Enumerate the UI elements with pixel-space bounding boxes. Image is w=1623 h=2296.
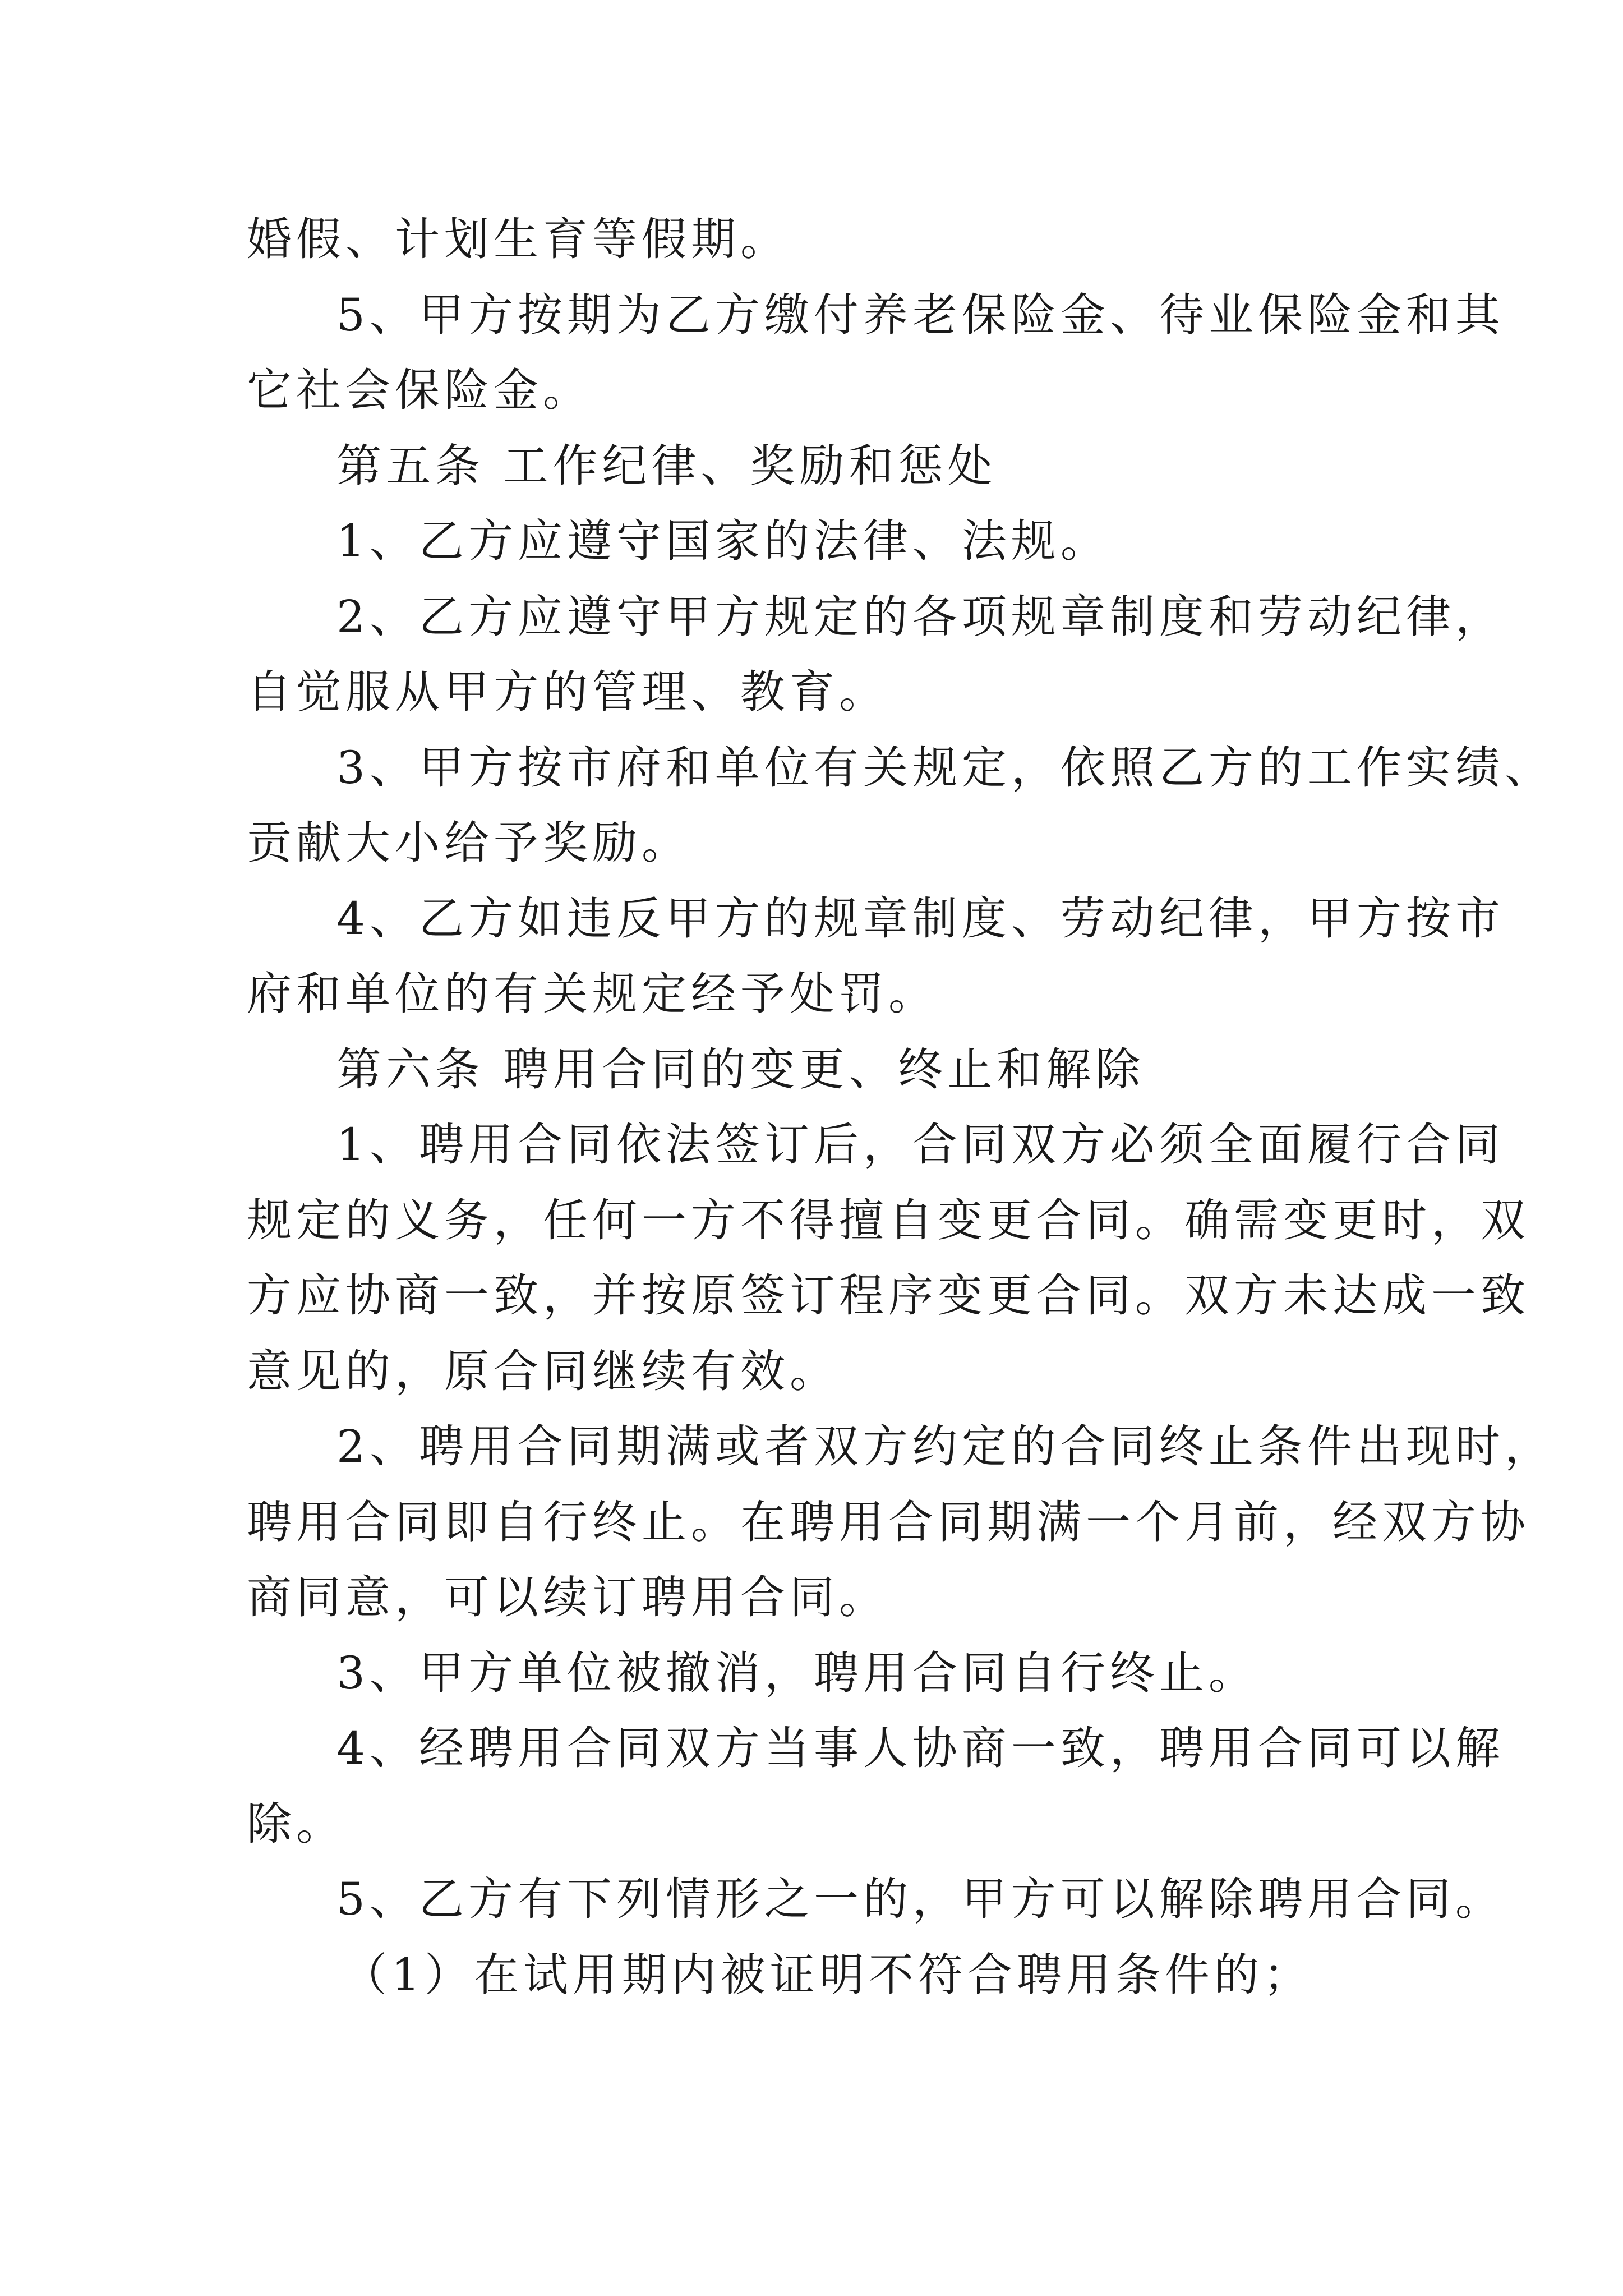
text-line: 1、乙方应遵守国家的法律、法规。 xyxy=(336,515,1110,567)
text-line: （1）在试用期内被证明不符合聘用条件的； xyxy=(342,1948,1313,2001)
text-line: 方应协商一致，并按原签订程序变更合同。双方未达成一致 xyxy=(247,1269,1530,1322)
text-line: 自觉服从甲方的管理、教育。 xyxy=(247,666,888,718)
text-line: 2、聘用合同期满或者双方约定的合同终止条件出现时， xyxy=(336,1420,1554,1473)
text-line: 1、聘用合同依法签订后，合同双方必须全面履行合同 xyxy=(336,1119,1505,1171)
text-line: 贡献大小给予奖励。 xyxy=(247,817,691,869)
body-text xyxy=(247,202,1554,2013)
text-line: 3、甲方单位被撤消，聘用合同自行终止。 xyxy=(336,1646,1258,1699)
text-line: 2、乙方应遵守甲方规定的各项规章制度和劳动纪律， xyxy=(336,590,1505,643)
text-line: 意见的，原合同继续有效。 xyxy=(247,1345,839,1397)
text-line: 4、乙方如违反甲方的规章制度、劳动纪律，甲方按市 xyxy=(336,892,1505,945)
text-line: 婚假、计划生育等假期。 xyxy=(247,213,790,265)
text-line: 聘用合同即自行终止。在聘用合同期满一个月前，经双方协 xyxy=(247,1496,1530,1548)
section-heading: 第六条 聘用合同的变更、终止和解除 xyxy=(336,1043,1145,1096)
text-line: 除。 xyxy=(247,1797,345,1850)
text-line: 商同意，可以续订聘用合同。 xyxy=(247,1571,888,1623)
text-line: 府和单位的有关规定经予处罚。 xyxy=(247,968,938,1020)
section-heading: 第五条 工作纪律、奖励和惩处 xyxy=(336,439,997,492)
text-line: 规定的义务，任何一方不得擅自变更合同。确需变更时，双 xyxy=(247,1194,1530,1246)
text-line: 它社会保险金。 xyxy=(247,364,592,416)
text-line: 5、甲方按期为乙方缴付养老保险金、待业保险金和其 xyxy=(336,288,1505,341)
text-line: 5、乙方有下列情形之一的，甲方可以解除聘用合同。 xyxy=(336,1873,1505,1925)
text-line: 4、经聘用合同双方当事人协商一致，聘用合同可以解 xyxy=(336,1722,1505,1774)
text-line: 3、甲方按市府和单位有关规定，依照乙方的工作实绩、 xyxy=(336,741,1554,794)
